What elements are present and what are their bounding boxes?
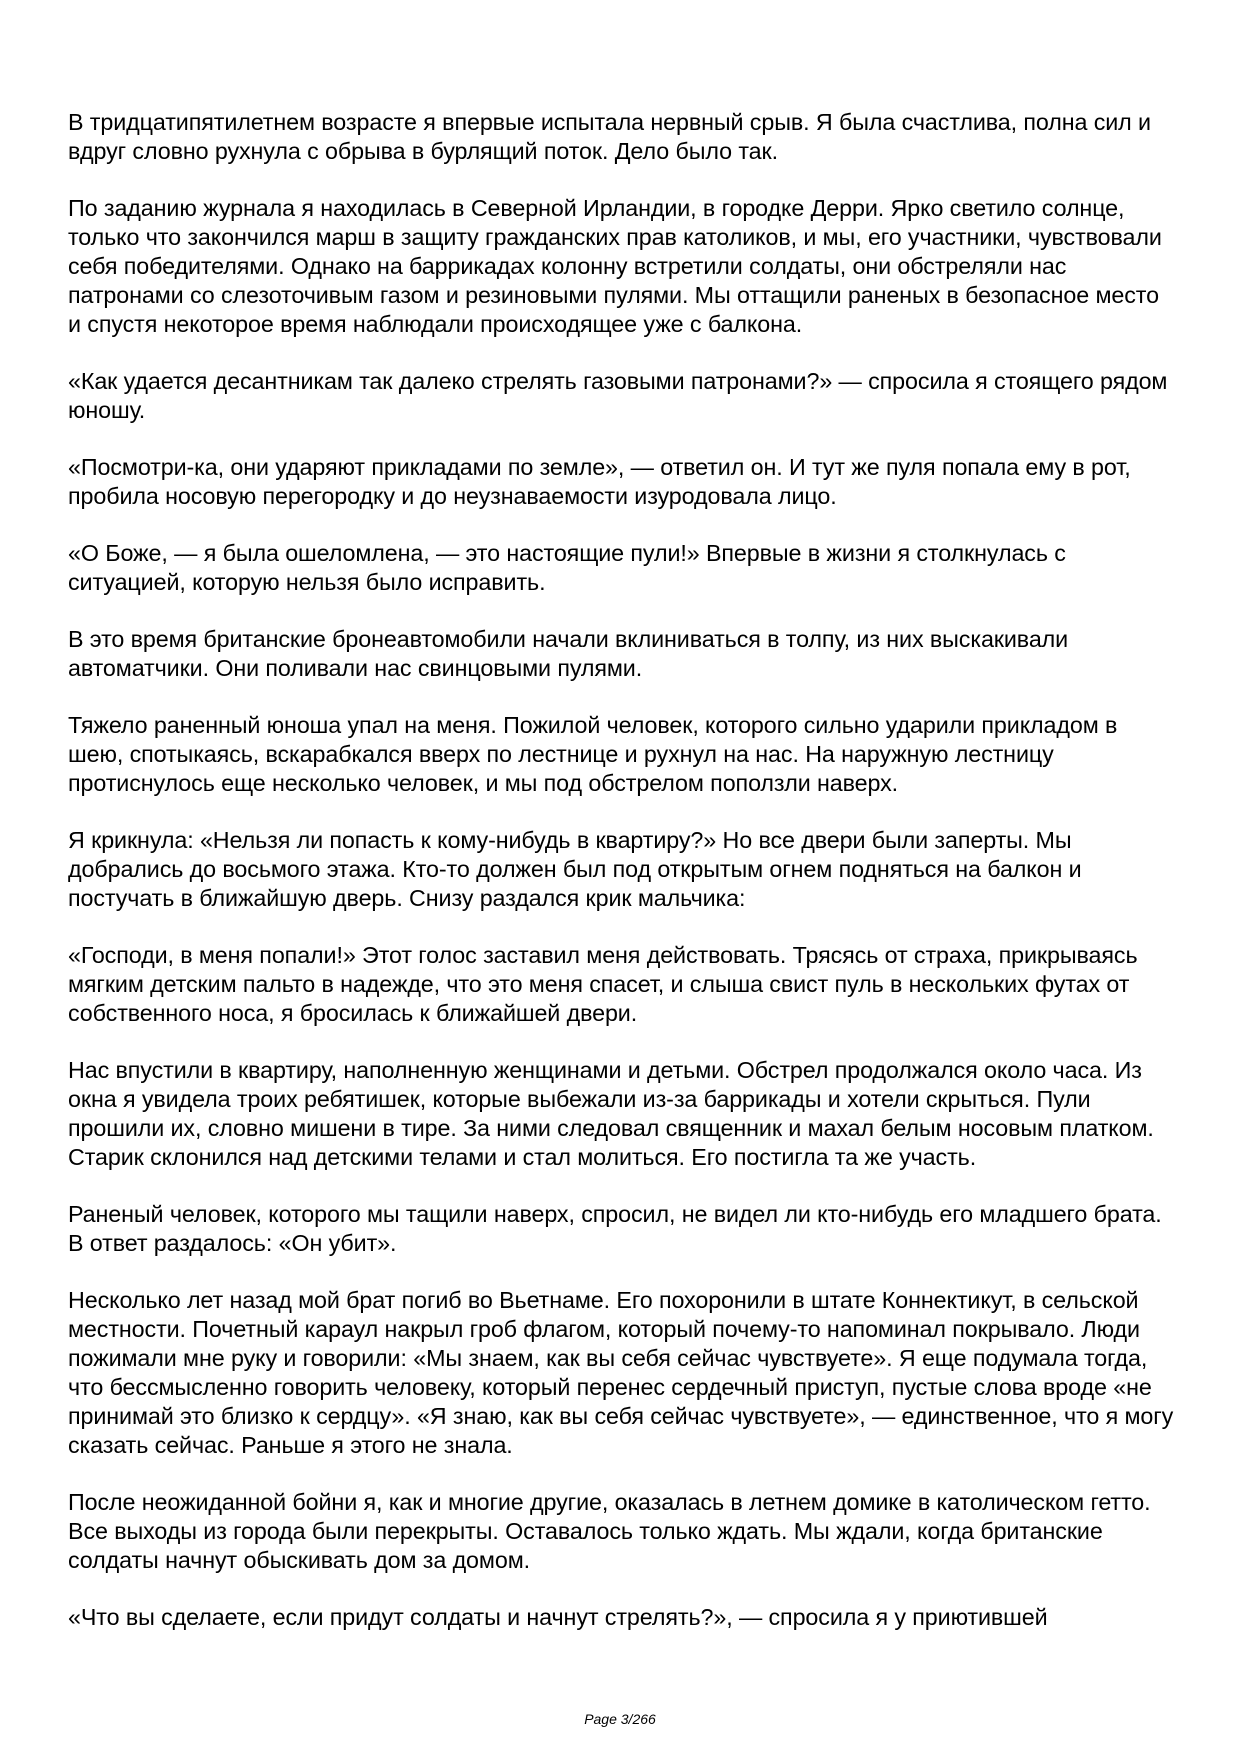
paragraph-11: Раненый человек, которого мы тащили наверх, спросил, не видел ли кто-нибудь его младшего брата. В ответ раздалось: «Он убит». — [68, 1201, 1162, 1256]
document-body — [68, 108, 1178, 1660]
paragraph-4: «Посмотри-ка, они ударяют прикладами по земле», — ответил он. И тут же пуля попала ему в рот, пробила носовую перегородку и до неузнаваемости изуродовала лицо. — [68, 454, 1131, 509]
paragraph-9: «Господи, в меня попали!» Этот голос заставил меня действовать. Трясясь от страха, прикрываясь мягким детским пальто в надежде, что это меня спасет, и слыша свист пуль в нескольких футах от собственного носа, я бросилась к ближайшей двери. — [68, 942, 1138, 1026]
paragraph-12: Несколько лет назад мой брат погиб во Вьетнаме. Его похоронили в штате Коннектикут, в сельской местности. Почетный караул накрыл гроб флагом, который почему-то напоминал покрывало. Люди пожимали мне руку и говорили: «Мы знаем, как вы себя сейчас чувствуете». Я еще подумала тогда, что бессмысленно говорить человеку, который перенес сердечный приступ, пустые слова вроде «не принимай это близко к сердцу». «Я знаю, как вы себя сейчас чувствуете», — единственное, что я могу сказать сейчас. Раньше я этого не знала. — [68, 1287, 1174, 1458]
paragraph-13: После неожиданной бойни я, как и многие другие, оказалась в летнем домике в католическом гетто. Все выходы из города были перекрыты. Оставалось только ждать. Мы ждали, когда британские солдаты начнут обыскивать дом за домом. — [68, 1489, 1151, 1573]
paragraph-5: «О Боже, — я была ошеломлена, — это настоящие пули!» Впервые в жизни я столкнулась с ситуацией, которую нельзя было исправить. — [68, 540, 1066, 595]
page-number: Page 3/266 — [584, 1711, 656, 1727]
paragraph-3: «Как удается десантникам так далеко стрелять газовыми патронами?» — спросила я стоящего рядом юношу. — [68, 368, 1168, 423]
paragraph-7: Тяжело раненный юноша упал на меня. Пожилой человек, которого сильно ударили прикладом в шею, спотыкаясь, вскарабкался вверх по лестнице и рухнул на нас. На наружную лестницу протиснулось еще несколько человек, и мы под обстрелом поползли наверх. — [68, 712, 1118, 796]
paragraph-1: В тридцатипятилетнем возрасте я впервые испытала нервный срыв. Я была счастлива, полна сил и вдруг словно рухнула с обрыва в бурлящий поток. Дело было так. — [68, 109, 1151, 164]
paragraph-2: По заданию журнала я находилась в Северной Ирландии, в городке Дерри. Ярко светило солнце, только что закончился марш в защиту гражданских прав католиков, и мы, его участники, чувствовали себя победителями. Однако на баррикадах колонну встретили солдаты, они обстреляли нас патронами со слезоточивым газом и резиновыми пулями. Мы оттащили раненых в безопасное место и спустя некоторое время наблюдали происходящее уже с балкона. — [68, 195, 1162, 337]
paragraph-8: Я крикнула: «Нельзя ли попасть к кому-нибудь в квартиру?» Но все двери были заперты. Мы добрались до восьмого этажа. Кто-то должен был под открытым огнем подняться на балкон и постучать в ближайшую дверь. Снизу раздался крик мальчика: — [68, 827, 1082, 911]
paragraph-10: Нас впустили в квартиру, наполненную женщинами и детьми. Обстрел продолжался около часа. Из окна я увидела троих ребятишек, которые выбежали из-за баррикады и хотели скрыться. Пули прошили их, словно мишени в тире. За ними следовал священник и махал белым носовым платком. Старик склонился над детскими телами и стал молиться. Его постигла та же участь. — [68, 1057, 1154, 1170]
paragraph-6: В это время британские бронеавтомобили начали вклиниваться в толпу, из них выскакивали автоматчики. Они поливали нас свинцовыми пулями. — [68, 626, 1069, 681]
paragraph-14: «Что вы сделаете, если придут солдаты и начнут стрелять?», — спросила я у приютившей — [68, 1604, 1048, 1630]
